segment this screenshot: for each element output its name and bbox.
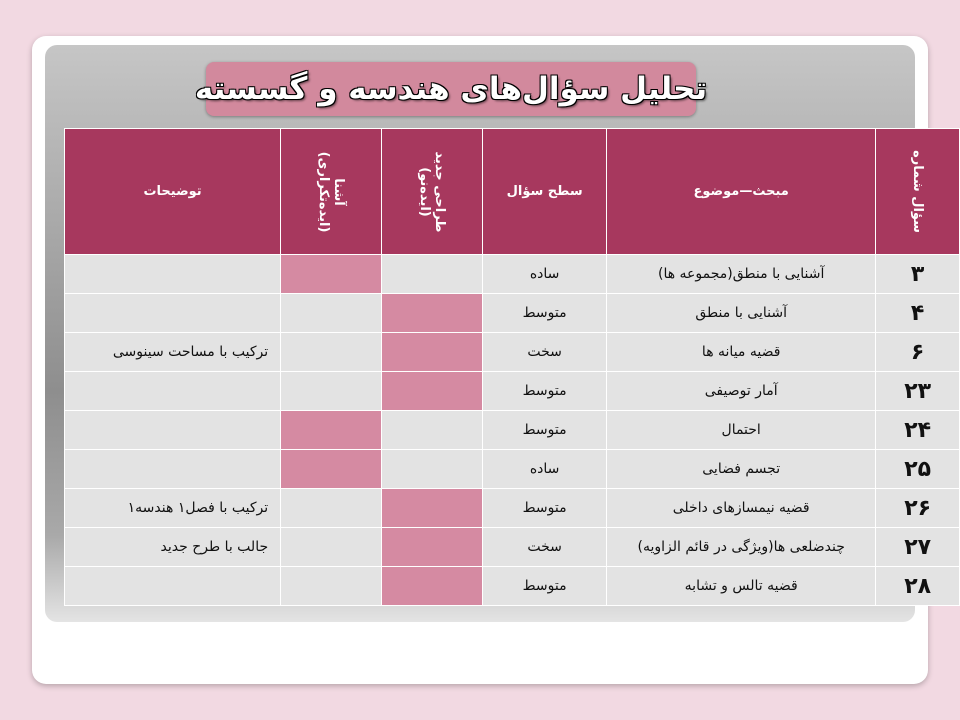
header-new-design: طراحی جدید (ایده‌نو): [382, 129, 483, 255]
row-topic: قضیه تالس و تشابه: [607, 567, 876, 606]
table-row: [65, 567, 960, 606]
row-notes: [65, 372, 281, 411]
header-level: سطح سؤال: [483, 129, 607, 255]
table-row: [65, 450, 960, 489]
row-familiar-mark: [281, 528, 382, 567]
row-number: ۲۷: [876, 528, 960, 567]
row-new-design-mark: [382, 528, 483, 567]
table-row: [65, 333, 960, 372]
row-familiar-mark: [281, 372, 382, 411]
row-new-design-mark: [382, 567, 483, 606]
row-new-design-mark: [382, 333, 483, 372]
table-header-row: [65, 129, 960, 255]
row-number: ۳: [876, 255, 960, 294]
row-new-design-mark: [382, 411, 483, 450]
row-notes: جالب با طرح جدید: [65, 528, 281, 567]
row-topic: آمار توصیفی: [607, 372, 876, 411]
row-level: ساده: [483, 255, 607, 294]
row-level: متوسط: [483, 489, 607, 528]
row-familiar-mark: [281, 489, 382, 528]
row-topic: احتمال: [607, 411, 876, 450]
table-row: [65, 294, 960, 333]
row-notes: [65, 450, 281, 489]
row-new-design-mark: [382, 489, 483, 528]
row-familiar-mark: [281, 567, 382, 606]
title-banner: [194, 62, 708, 116]
table-row: [65, 489, 960, 528]
table-row: [65, 372, 960, 411]
header-number: سؤال شماره: [876, 129, 960, 255]
row-topic: چندضلعی ها(ویژگی در قائم الزاویه): [607, 528, 876, 567]
row-level: متوسط: [483, 372, 607, 411]
row-level: متوسط: [483, 411, 607, 450]
row-familiar-mark: [281, 294, 382, 333]
table-row: [65, 255, 960, 294]
row-number: ۲۳: [876, 372, 960, 411]
row-level: ساده: [483, 450, 607, 489]
row-topic: تجسم فضایی: [607, 450, 876, 489]
header-familiar: آشنا (ایده‌تکراری): [281, 129, 382, 255]
row-familiar-mark: [281, 450, 382, 489]
row-notes: ترکیب با فصل۱ هندسه۱: [65, 489, 281, 528]
row-notes: ترکیب با مساحت سینوسی: [65, 333, 281, 372]
row-level: متوسط: [483, 294, 607, 333]
row-number: ۴: [876, 294, 960, 333]
row-notes: [65, 567, 281, 606]
table-body: [65, 255, 960, 606]
row-notes: [65, 294, 281, 333]
row-familiar-mark: [281, 411, 382, 450]
row-level: متوسط: [483, 567, 607, 606]
row-new-design-mark: [382, 372, 483, 411]
row-level: سخت: [483, 333, 607, 372]
row-new-design-mark: [382, 255, 483, 294]
row-level: سخت: [483, 528, 607, 567]
row-number: ۲۵: [876, 450, 960, 489]
row-familiar-mark: [281, 255, 382, 294]
header-topic: مبحث—موضوع: [607, 129, 876, 255]
row-new-design-mark: [382, 294, 483, 333]
row-number: ۲۴: [876, 411, 960, 450]
row-familiar-mark: [281, 333, 382, 372]
row-notes: [65, 411, 281, 450]
row-topic: قضیه میانه ها: [607, 333, 876, 372]
row-new-design-mark: [382, 450, 483, 489]
table-row: [65, 528, 960, 567]
row-notes: [65, 255, 281, 294]
row-topic: آشنایی با منطق: [607, 294, 876, 333]
header-notes: توضیحات: [65, 129, 281, 255]
row-number: ۶: [876, 333, 960, 372]
row-topic: قضیه نیمسازهای داخلی: [607, 489, 876, 528]
page-title: تحلیل سؤال‌های هندسه و گسسته: [194, 71, 708, 107]
row-number: ۲۶: [876, 489, 960, 528]
row-number: ۲۸: [876, 567, 960, 606]
table-row: [65, 411, 960, 450]
row-topic: آشنایی با منطق(مجموعه ها): [607, 255, 876, 294]
analysis-table: [64, 128, 960, 606]
